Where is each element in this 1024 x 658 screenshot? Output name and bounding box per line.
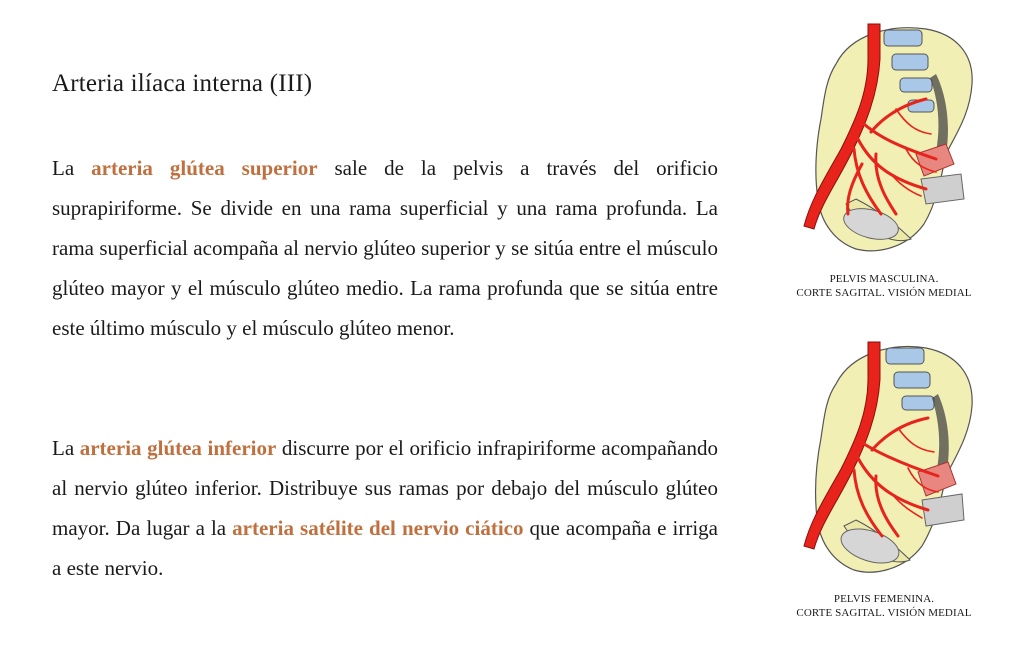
caption-line1: PELVIS FEMENINA. (833, 593, 935, 605)
caption-female-pelvis (786, 592, 982, 620)
p2-text-after: que acompaña e irriga a este nervio. (52, 516, 718, 580)
caption-male-pelvis (786, 272, 982, 300)
caption-line2: CORTE SAGITAL. VISIÓN MEDIAL (796, 287, 972, 299)
p2-text-middle: discurre por el orificio infrapiriforme acompañando al nervio glúteo inferior. Distribuye sus ramas por debajo del músculo glúteo mayor. Da lugar a la (52, 436, 718, 540)
figure-female-pelvis (786, 334, 982, 620)
male-pelvis-illustration (796, 14, 976, 264)
p1-text-after: sale de la pelvis a través del orificio suprapiriforme. Se divide en una rama superficial y una rama profunda. La rama superficial acompaña al nervio glúteo superior y se sitúa entre el músculo glúteo mayor y el músculo glúteo medio. La rama profunda que se sitúa entre este último músculo y el músculo glúteo menor. (52, 156, 718, 340)
p1-text-before: La (52, 156, 92, 180)
paragraph-inferior-gluteal (52, 428, 718, 588)
p2-text-before: La (52, 436, 80, 460)
term-sciatic-satellite-artery: arteria satélite del nervio ciático (232, 516, 524, 540)
figure-male-pelvis (786, 14, 982, 300)
term-inferior-gluteal-artery: arteria glútea inferior (79, 436, 277, 460)
paragraph-superior-gluteal (52, 148, 718, 348)
page-title: Arteria ilíaca interna (III) (52, 70, 313, 97)
caption-line1: PELVIS MASCULINA. (829, 273, 939, 285)
term-superior-gluteal-artery: arteria glútea superior (91, 156, 318, 180)
caption-line2: CORTE SAGITAL. VISIÓN MEDIAL (796, 607, 972, 619)
female-pelvis-illustration (796, 334, 976, 584)
